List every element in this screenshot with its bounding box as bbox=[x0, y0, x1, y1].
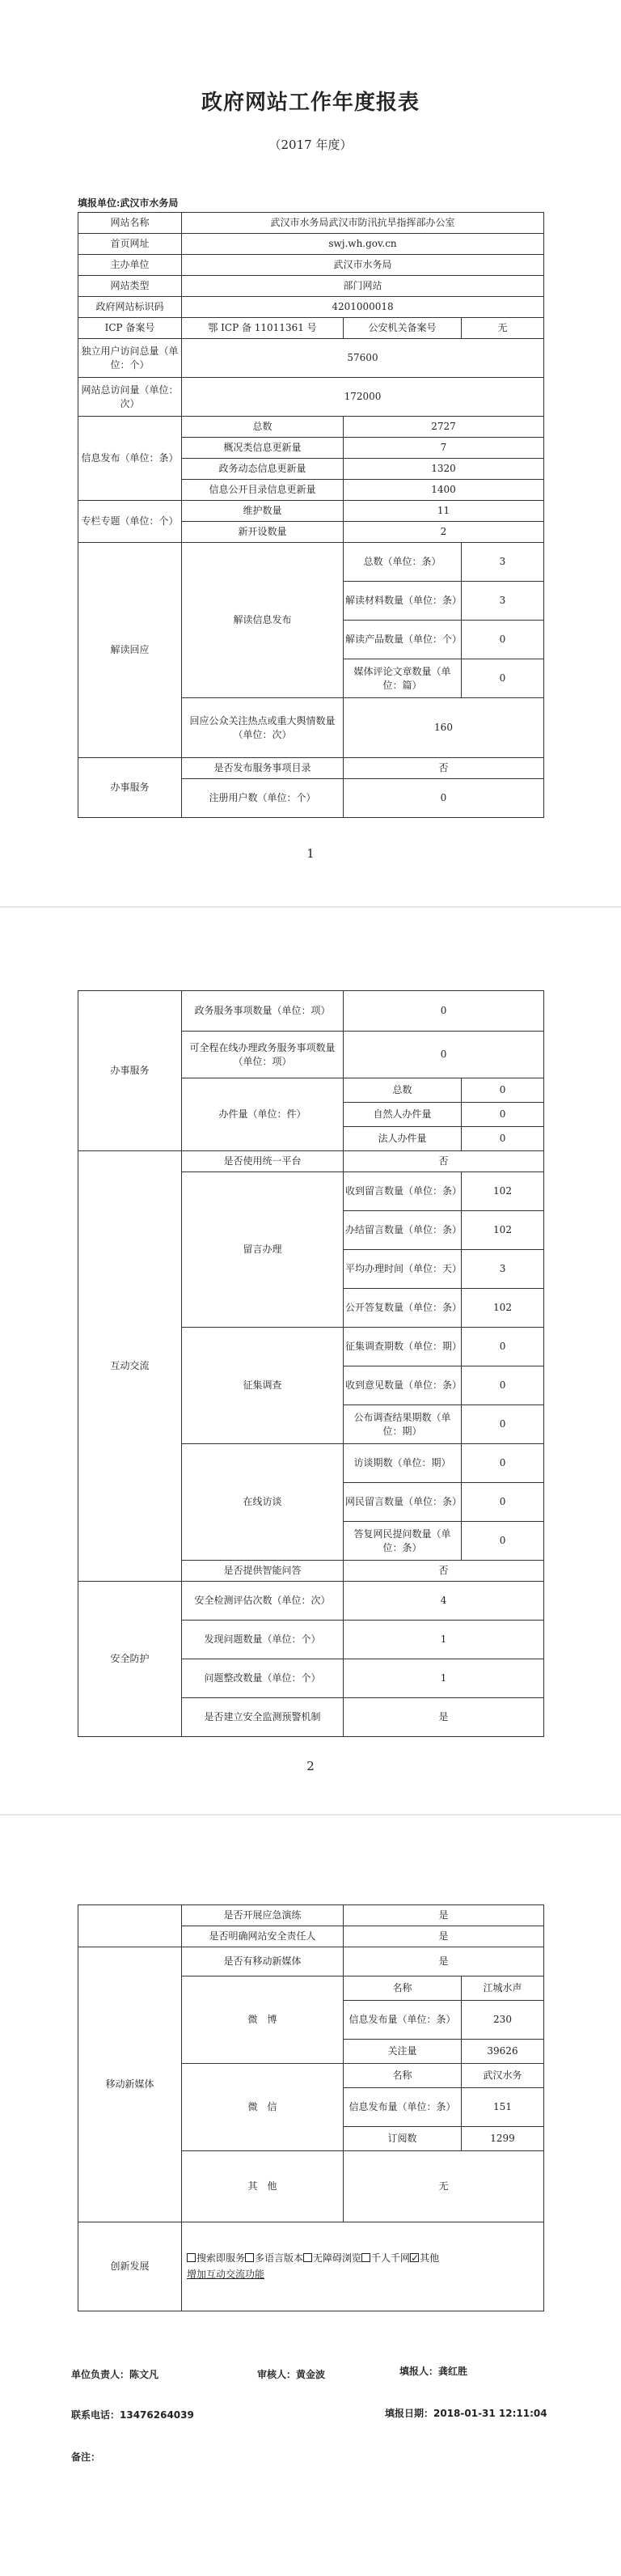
value: 无 bbox=[344, 2151, 544, 2222]
option-label: 其他 bbox=[420, 2252, 440, 2265]
value: 0 bbox=[462, 1444, 544, 1483]
checkbox-other-checked[interactable] bbox=[410, 2253, 419, 2262]
value: 4 bbox=[344, 1582, 544, 1621]
label: 独立用户访问总量（单位：个） bbox=[78, 339, 182, 378]
label: 解读产品数量（单位：个） bbox=[344, 621, 462, 659]
value: 否 bbox=[344, 1561, 544, 1582]
label: 发现问题数量（单位：个） bbox=[182, 1621, 344, 1659]
reporter: 填报人：龚红胜 bbox=[399, 2366, 468, 2377]
label: 办结留言数量（单位：条） bbox=[344, 1211, 462, 1250]
value: 武汉水务 bbox=[462, 2064, 544, 2088]
value: 是 bbox=[344, 1947, 544, 1976]
option-label: 搜索即服务 bbox=[196, 2252, 246, 2265]
value: 172000 bbox=[182, 378, 544, 417]
value: 0 bbox=[462, 1127, 544, 1151]
label: 答复网民提问数量（单位：条） bbox=[344, 1522, 462, 1561]
option-label: 无障碍浏览 bbox=[313, 2252, 362, 2265]
label: 是否发布服务事项目录 bbox=[182, 758, 344, 779]
label: 法人办件量 bbox=[344, 1127, 462, 1151]
page-number: 1 bbox=[306, 846, 315, 861]
option-label: 多语言版本 bbox=[255, 2252, 304, 2265]
value: 3 bbox=[462, 1250, 544, 1289]
report-table-1 bbox=[78, 212, 544, 818]
label: 网民留言数量（单位：条） bbox=[344, 1483, 462, 1522]
value: 是 bbox=[344, 1926, 544, 1947]
label: 征集调查期数（单位：期） bbox=[344, 1328, 462, 1366]
label: 公安机关备案号 bbox=[344, 318, 462, 339]
value: 0 bbox=[462, 1103, 544, 1127]
page-1 bbox=[0, 0, 621, 905]
value: 57600 bbox=[182, 339, 544, 378]
label: 办件量（单位：件） bbox=[182, 1078, 344, 1151]
value: 3 bbox=[462, 582, 544, 621]
value: 1320 bbox=[344, 459, 544, 480]
label: 解读回应 bbox=[78, 543, 182, 758]
label: 订阅数 bbox=[344, 2127, 462, 2151]
label: 解读信息发布 bbox=[182, 543, 344, 698]
label: 信息发布量（单位：条） bbox=[344, 2001, 462, 2040]
value: 230 bbox=[462, 2001, 544, 2040]
label: 总数 bbox=[182, 417, 344, 438]
checkbox-search-service[interactable] bbox=[187, 2253, 196, 2262]
label: 公开答复数量（单位：条） bbox=[344, 1289, 462, 1328]
label: 微 博 bbox=[182, 1976, 344, 2064]
value: 武汉市水务局武汉市防汛抗旱指挥部办公室 bbox=[182, 213, 544, 234]
reviewer: 审核人：黄金波 bbox=[257, 2369, 326, 2380]
value: 1 bbox=[344, 1621, 544, 1659]
label: 维护数量 bbox=[182, 501, 344, 522]
report-year: （2017 年度） bbox=[268, 138, 353, 152]
label: 安全检测评估次数（单位：次） bbox=[182, 1582, 344, 1621]
filler-unit: 填报单位:武汉市水务局 bbox=[78, 197, 179, 209]
label: 安全防护 bbox=[78, 1582, 182, 1737]
label bbox=[78, 1905, 182, 1947]
label: 可全程在线办理政务服务事项数量（单位：项） bbox=[182, 1032, 344, 1078]
value: 102 bbox=[462, 1172, 544, 1211]
label: 微 信 bbox=[182, 2064, 344, 2151]
label: 新开设数量 bbox=[182, 522, 344, 543]
value: 无 bbox=[462, 318, 544, 339]
value: 4201000018 bbox=[182, 297, 544, 318]
value: 否 bbox=[344, 758, 544, 779]
label: 回应公众关注热点或重大舆情数量（单位：次） bbox=[182, 698, 344, 758]
value: 0 bbox=[462, 1078, 544, 1103]
label: 政府网站标识码 bbox=[78, 297, 182, 318]
value: 3 bbox=[462, 543, 544, 582]
page-3 bbox=[0, 1815, 621, 2576]
value: 0 bbox=[462, 1366, 544, 1405]
value: 160 bbox=[344, 698, 544, 758]
value: 7 bbox=[344, 438, 544, 459]
value: 102 bbox=[462, 1289, 544, 1328]
value: 0 bbox=[344, 991, 544, 1032]
label: 总数（单位：条） bbox=[344, 543, 462, 582]
value: 2 bbox=[344, 522, 544, 543]
value: 江城水声 bbox=[462, 1976, 544, 2001]
label: 政务服务事项数量（单位：项） bbox=[182, 991, 344, 1032]
label: 办事服务 bbox=[78, 758, 182, 818]
value: 39626 bbox=[462, 2040, 544, 2064]
value: 0 bbox=[462, 621, 544, 659]
label: 网站总访问量（单位：次） bbox=[78, 378, 182, 417]
value: 0 bbox=[462, 1483, 544, 1522]
label: 网站类型 bbox=[78, 276, 182, 297]
value: 是 bbox=[344, 1905, 544, 1926]
value: 2727 bbox=[344, 417, 544, 438]
label: 访谈期数（单位：期） bbox=[344, 1444, 462, 1483]
label: 问题整改数量（单位：个） bbox=[182, 1659, 344, 1698]
value: 0 bbox=[462, 1405, 544, 1444]
label: 专栏专题（单位：个） bbox=[78, 501, 182, 543]
value: 1 bbox=[344, 1659, 544, 1698]
label: 名称 bbox=[344, 1976, 462, 2001]
label: 平均办理时间（单位：天） bbox=[344, 1250, 462, 1289]
label: 公布调查结果期数（单位：期） bbox=[344, 1405, 462, 1444]
value: 102 bbox=[462, 1211, 544, 1250]
label: 关注量 bbox=[344, 2040, 462, 2064]
label: 收到留言数量（单位：条） bbox=[344, 1172, 462, 1211]
label: 办事服务 bbox=[78, 991, 182, 1151]
value: 11 bbox=[344, 501, 544, 522]
page-2 bbox=[0, 908, 621, 1812]
label: 移动新媒体 bbox=[78, 1947, 182, 2222]
checkbox-personalized[interactable] bbox=[361, 2253, 370, 2262]
value: 0 bbox=[462, 1522, 544, 1561]
value: 否 bbox=[344, 1151, 544, 1172]
value: 0 bbox=[344, 779, 544, 818]
value: 1299 bbox=[462, 2127, 544, 2151]
label: 创新发展 bbox=[78, 2222, 182, 2311]
label: 主办单位 bbox=[78, 255, 182, 276]
label: 是否提供智能问答 bbox=[182, 1561, 344, 1582]
label: 是否使用统一平台 bbox=[182, 1151, 344, 1172]
label: 信息发布量（单位：条） bbox=[344, 2088, 462, 2127]
option-label: 千人千网 bbox=[371, 2252, 411, 2265]
page-number: 2 bbox=[306, 1759, 315, 1773]
label: 互动交流 bbox=[78, 1151, 182, 1582]
label: 是否建立安全监测预警机制 bbox=[182, 1698, 344, 1737]
label: 是否明确网站安全责任人 bbox=[182, 1926, 344, 1947]
remarks: 备注： bbox=[71, 2451, 101, 2463]
label: 征集调查 bbox=[182, 1328, 344, 1444]
label: ICP 备案号 bbox=[78, 318, 182, 339]
home-url-link[interactable]: swj.wh.gov.cn bbox=[182, 234, 544, 255]
label: 总数 bbox=[344, 1078, 462, 1103]
label: 收到意见数量（单位：条） bbox=[344, 1366, 462, 1405]
label: 其 他 bbox=[182, 2151, 344, 2222]
other-innovation-text: 增加互动交流功能 bbox=[187, 2268, 265, 2280]
value: 武汉市水务局 bbox=[182, 255, 544, 276]
report-table-2 bbox=[78, 990, 544, 1737]
checkbox-multilingual[interactable] bbox=[245, 2253, 254, 2262]
value: 0 bbox=[462, 1328, 544, 1366]
label: 概况类信息更新量 bbox=[182, 438, 344, 459]
report-date: 填报日期：2018-01-31 12:11:04 bbox=[385, 2408, 547, 2419]
value: 0 bbox=[344, 1032, 544, 1078]
value: 151 bbox=[462, 2088, 544, 2127]
label: 自然人办件量 bbox=[344, 1103, 462, 1127]
label: 是否有移动新媒体 bbox=[182, 1947, 344, 1976]
label: 注册用户数（单位：个） bbox=[182, 779, 344, 818]
contact-phone: 联系电话：13476264039 bbox=[71, 2409, 194, 2421]
label: 是否开展应急演练 bbox=[182, 1905, 344, 1926]
label: 政务动态信息更新量 bbox=[182, 459, 344, 480]
report-title: 政府网站工作年度报表 bbox=[201, 91, 420, 115]
value: 部门网站 bbox=[182, 276, 544, 297]
label: 在线访谈 bbox=[182, 1444, 344, 1561]
label: 首页网址 bbox=[78, 234, 182, 255]
value: 是 bbox=[344, 1698, 544, 1737]
label: 名称 bbox=[344, 2064, 462, 2088]
label: 信息公开目录信息更新量 bbox=[182, 480, 344, 501]
label: 网站名称 bbox=[78, 213, 182, 234]
value: 0 bbox=[462, 659, 544, 698]
value: 1400 bbox=[344, 480, 544, 501]
value: 鄂 ICP 备 11011361 号 bbox=[182, 318, 344, 339]
label: 信息发布（单位：条） bbox=[78, 417, 182, 501]
label: 媒体评论文章数量（单位：篇） bbox=[344, 659, 462, 698]
unit-leader: 单位负责人：陈文凡 bbox=[71, 2369, 159, 2380]
label: 留言办理 bbox=[182, 1172, 344, 1328]
innovation-options bbox=[182, 2222, 544, 2311]
report-table-3 bbox=[78, 1904, 544, 2311]
checkbox-accessibility[interactable] bbox=[303, 2253, 312, 2262]
label: 解读材料数量（单位：条） bbox=[344, 582, 462, 621]
